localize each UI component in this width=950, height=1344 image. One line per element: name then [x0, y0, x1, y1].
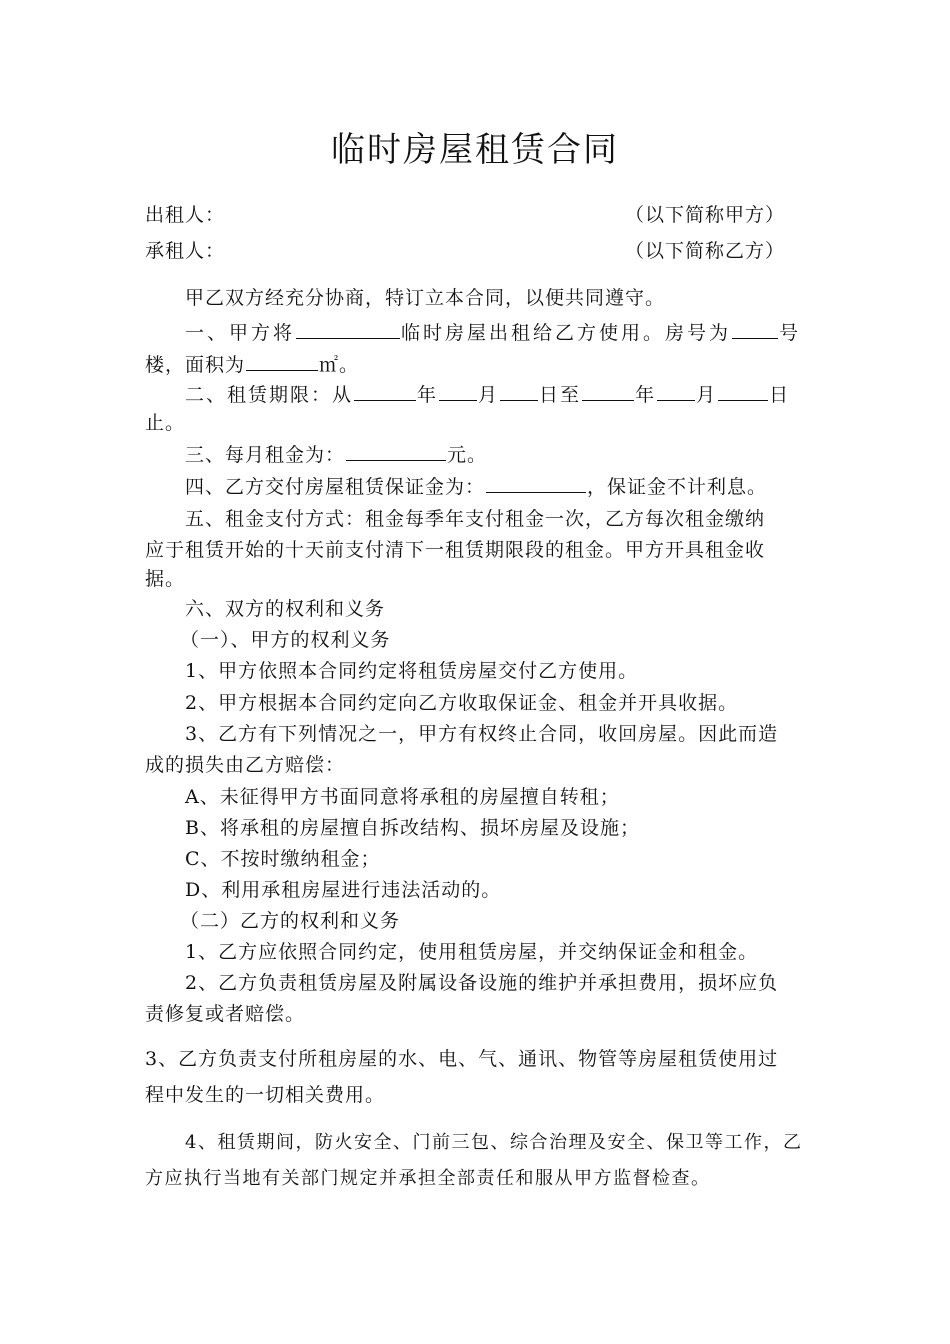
lessee-duty-2-line-1: 2、乙方负责租赁房屋及附属设备设施的维护并承担费用，损坏应负 — [185, 972, 779, 994]
blank-field — [439, 380, 477, 401]
clause-4-text-b: ，保证金不计利息。 — [587, 476, 768, 498]
clause-5-line-2: 应于租赁开始的十天前支付清下一租赁期限段的租金。甲方开具租金收 — [145, 539, 766, 561]
lessor-duty-3-line-2: 成的损失由乙方赔偿： — [145, 754, 346, 776]
clause-4-text-a: 四、乙方交付房屋租赁保证金为： — [185, 476, 486, 498]
clause-2-line-1 — [185, 380, 790, 408]
section-a-heading: （一）、甲方的权利义务 — [180, 629, 391, 651]
blank-field — [732, 318, 778, 339]
year-label: 年 — [635, 384, 657, 406]
lessor-note: （以下简称甲方） — [625, 204, 786, 226]
blank-field — [718, 380, 768, 401]
clause-1-line-2 — [145, 350, 359, 378]
blank-field — [296, 318, 400, 339]
lessee-duty-3-line-1: 3、乙方负责支付所租房屋的水、电、气、通讯、物管等房屋租赁使用过 — [145, 1048, 779, 1070]
blank-field — [486, 472, 586, 493]
blank-field — [346, 440, 446, 461]
clause-3 — [185, 440, 487, 468]
year-label: 年 — [417, 384, 439, 406]
day-to-label: 日至 — [539, 384, 582, 406]
lessee-note: （以下简称乙方） — [625, 240, 786, 262]
day-label: 日 — [769, 384, 791, 406]
clause-3-text-b: 元。 — [447, 444, 488, 466]
blank-field — [657, 380, 695, 401]
lessor-duty-3-line-1: 3、乙方有下列情况之一，甲方有权终止合同，收回房屋。因此而造 — [185, 723, 779, 745]
termination-item-b: B、将承租的房屋擅自拆改结构、损坏房屋及设施； — [185, 817, 640, 839]
termination-item-c: C、不按时缴纳租金； — [185, 848, 381, 870]
clause-1-text-a: 一、甲方将 — [185, 322, 296, 344]
clause-2-line-2: 止。 — [145, 412, 186, 434]
month-label: 月 — [696, 384, 718, 406]
lessee-duty-4-line-1: 4、租赁期间，防火安全、门前三包、综合治理及安全、保卫等工作，乙 — [185, 1132, 803, 1153]
lessee-duty-4-line-2: 方应执行当地有关部门规定并承担全部责任和服从甲方监督检查。 — [145, 1168, 711, 1189]
clause-5-line-1: 五、租金支付方式：租金每季年支付租金一次，乙方每次租金缴纳 — [185, 508, 766, 530]
section-b-heading: （二）乙方的权利和义务 — [180, 910, 401, 932]
clause-4 — [185, 472, 767, 500]
document-title: 临时房屋租赁合同 — [331, 130, 619, 170]
clause-1-text-b: 临时房屋出租给乙方使用。房号为 — [401, 322, 732, 344]
clause-6-heading: 六、双方的权利和义务 — [185, 598, 386, 620]
clause-1-text-d: 楼，面积为 — [145, 354, 246, 376]
blank-field — [582, 380, 634, 401]
lessee-duty-2-line-2: 责修复或者赔偿。 — [145, 1003, 306, 1025]
blank-field — [354, 380, 416, 401]
intro-paragraph: 甲乙双方经充分协商，特订立本合同，以便共同遵守。 — [185, 287, 666, 309]
lessor-label: 出租人： — [145, 204, 226, 226]
month-label: 月 — [478, 384, 500, 406]
lessor-duty-1: 1、甲方依照本合同约定将租赁房屋交付乙方使用。 — [185, 660, 639, 682]
clause-1-line-1 — [185, 318, 801, 346]
lessee-label: 承租人： — [145, 240, 226, 262]
clause-1-text-c: 号 — [779, 322, 802, 344]
termination-item-d: D、利用承租房屋进行违法活动的。 — [185, 879, 502, 901]
clause-3-text-a: 三、每月租金为： — [185, 444, 346, 466]
lessor-duty-2: 2、甲方根据本合同约定向乙方收取保证金、租金并开具收据。 — [185, 692, 739, 714]
termination-item-a: A、未征得甲方书面同意将承租的房屋擅自转租； — [185, 786, 620, 808]
clause-2-text-a: 二、租赁期限：从 — [185, 384, 354, 406]
clause-5-line-3: 据。 — [145, 568, 186, 590]
lessee-duty-3-line-2: 程中发生的一切相关费用。 — [145, 1084, 386, 1106]
blank-field — [246, 350, 318, 371]
clause-1-text-e: ㎡。 — [319, 354, 360, 376]
lessee-duty-1: 1、乙方应依照合同约定，使用租赁房屋，并交纳保证金和租金。 — [185, 941, 759, 963]
blank-field — [500, 380, 538, 401]
